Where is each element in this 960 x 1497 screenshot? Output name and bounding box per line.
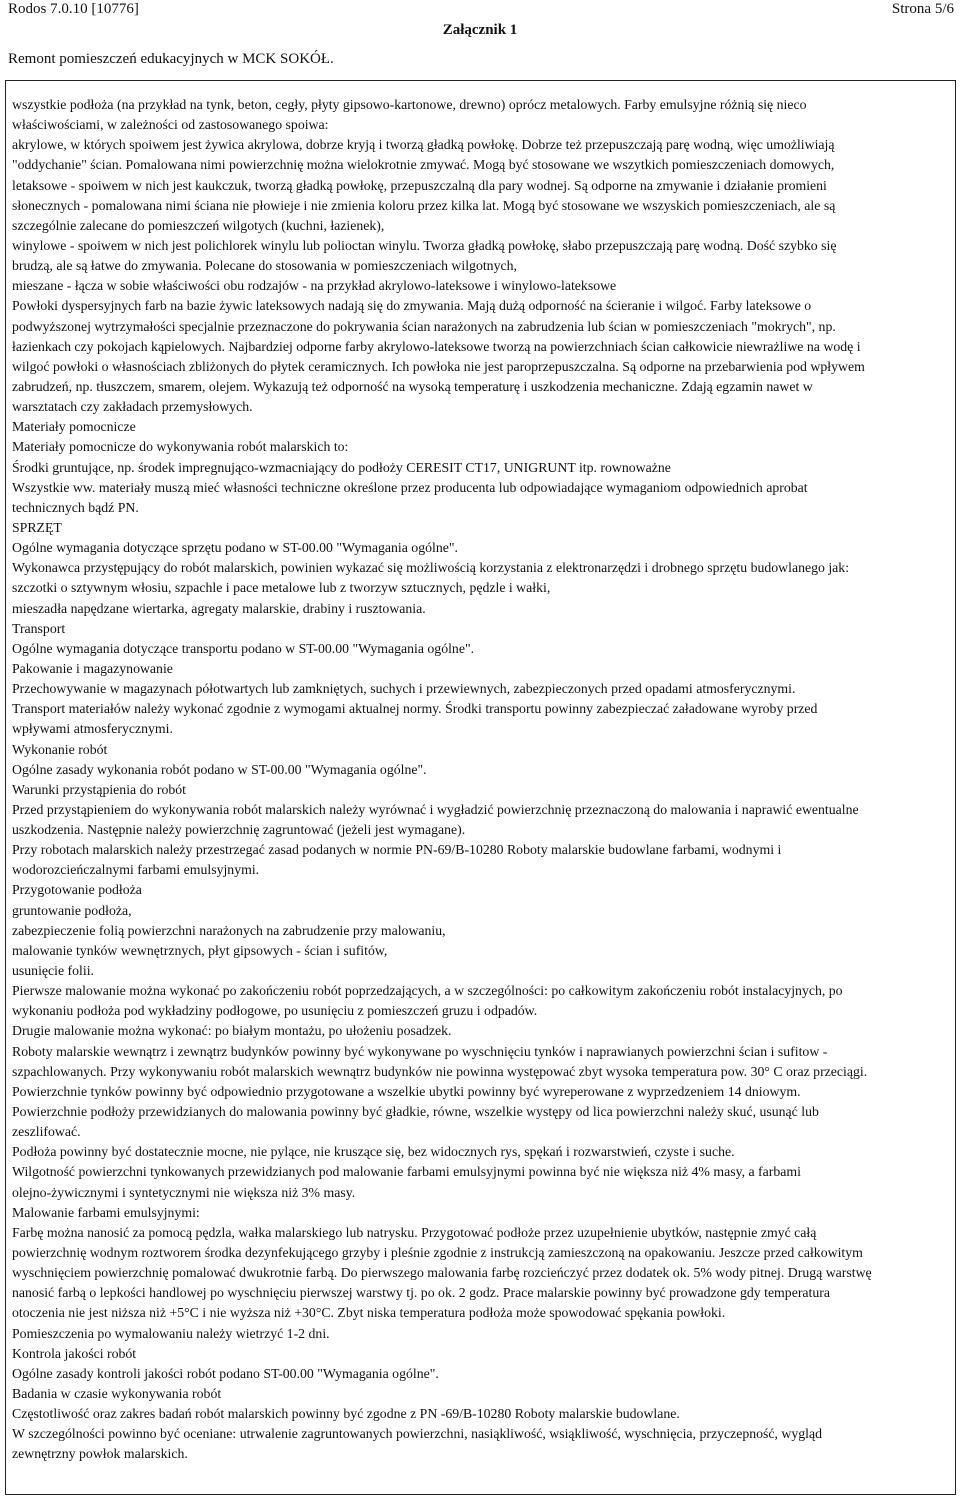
text-line: szczotki o sztywnym włosiu, szpachle i pace metalowe lub z tworzyw sztucznych, pędzle i wałki, [12,580,551,596]
text-line: wilgoć powłoki o własnościach zbliżonych do płytek ceramicznych. Ich powłoka nie jest paroprzepuszczalna. Są odporne na przebarwienia pod wpływem [12,358,865,374]
text-line: Materiały pomocnicze do wykonywania robót malarskich to: [12,439,349,455]
text-line: Kontrola jakości robót [12,1345,137,1361]
text-line: malowanie tynków wewnętrznych, płyt gipsowych - ścian i sufitów, [12,942,388,958]
text-line: Drugie malowanie można wykonać: po białym montażu, po ułożeniu posadzek. [12,1023,452,1039]
text-line: Środki gruntujące, np. środek impregnująco-wzmacniający do podłoży CERESIT CT17, UNIGRUNT itp. rownoważne [12,459,671,475]
text-line: Materiały pomocnicze [12,419,136,435]
text-line: mieszane - łącza w sobie właściwości obu rodzajów - na przykład akrylowo-lateksowe i winylowo-lateksowe [12,278,617,294]
page-number: Strona 5/6 [891,1,954,17]
text-line: Powierzchnie podłoży przewidzianych do malowania powinny być gładkie, równe, wszelkie występy od lica powierzchni należy skuć, usunąć lub [12,1104,819,1120]
text-line: Przy robotach malarskich należy przestrzegać zasad podanych w normie PN-69/B-10280 Roboty malarskie budowlane farbami, wodnymi i [12,842,782,858]
text-line: Ogólne zasady kontroli jakości robót podano ST-00.00 "Wymagania ogólne". [12,1365,439,1381]
text-line: właściwościami, w zależności od zastosowanego spoiwa: [12,117,329,133]
text-line: zewnętrzny powłok malarskich. [12,1446,188,1462]
text-line: wodorozcieńczalnymi farbami emulsyjnymi. [12,862,260,878]
text-line: winylowe - spoiwem w nich jest polichlorek winylu lub polioctan winylu. Tworza gładką powłokę, słabo przepuszczają parę wodną. Dość szybko się [12,237,837,253]
text-line: Przed przystąpieniem do wykonywania robót malarskich należy wyrównać i wygładzić powierzchnię przeznaczoną do malowania i naprawić ewentualne [12,801,859,817]
page-header [0,0,960,80]
text-line: technicznych bądź PN. [12,499,139,515]
text-line: Podłoża powinny być dostatecznie mocne, nie pylące, nie kruszące się, bez widocznych rys, spękań i rozwarstwień, czyste i suche. [12,1144,735,1160]
text-line: usunięcie folii. [12,963,94,979]
text-line: wyschnięciem powierzchnię pomalować dwukrotnie farbą. Do pierwszego malowania farbę rozcieńczyć przez dodatek ok. 5% wody pitnej. Drugą warstwę [12,1265,872,1281]
text-line: wpływami atmosferycznymi. [12,721,173,737]
project-title: Remont pomieszczeń edukacyjnych w MCK SOKÓŁ. [8,51,334,67]
text-line: Wykonawca przystępujący do robót malarskich, powinien wykazać się możliwością korzystania z elektronarzędzi i drobnego sprzętu budowlanego jak: [12,560,850,576]
text-line: Ogólne wymagania dotyczące sprzętu podano w ST-00.00 "Wymagania ogólne". [12,540,458,556]
text-line: wszystkie podłoża (na przykład na tynk, beton, cegły, płyty gipsowo-kartonowe, drewno) oprócz metalowych. Farby emulsyjne różnią się nieco [12,97,807,112]
text-line: letaksowe - spoiwem w nich jest kaukczuk, tworzą gładką powłokę, przepuszczalną dla pary wodnej. Są odporne na zmywanie i działanie promieni [12,177,827,193]
text-line: brudzą, ale są łatwe do zmywania. Polecane do stosowania w pomieszczeniach wilgotnych, [12,258,517,274]
text-line: mieszadła napędzane wiertarka, agregaty malarskie, drabiny i rusztowania. [12,600,426,616]
text-line: Częstotliwość oraz zakres badań robót malarskich powinny być zgodne z PN -69/B-10280 Roboty malarskie budowlane. [12,1406,680,1422]
text-line: zeszlifować. [12,1124,81,1140]
text-line: uszkodzenia. Następnie należy powierzchnię zagruntować (jeżeli jest wymagane). [12,822,466,838]
text-line: Transport [12,620,66,636]
text-line: Wilgotność powierzchni tynkowanych przewidzianych pod malowanie farbami emulsyjnymi powinna być nie większa niż 4% masy, a farbami [12,1164,801,1180]
text-line: Pakowanie i magazynowanie [12,660,173,676]
text-line: Wszystkie ww. materiały muszą mieć własności techniczne określone przez producenta lub odpowiadające wymaganiom odpowiednich aprobat [12,479,808,495]
text-line: akrylowe, w których spoiwem jest żywica akrylowa, dobrze kryją i tworzą gładką powłokę. Dobrze też przepuszczają parę wodną, więc umożliwiają [12,137,835,153]
text-line: podwyższonej wytrzymałości specjalnie przeznaczone do pokrywania ścian narażonych na zabrudzenia lub ścian w pomieszczeniach "mokrych", np. [12,318,836,334]
app-title: Rodos 7.0.10 [10776] [8,1,139,17]
text-line: Ogólne zasady wykonania robót podano w ST-00.00 "Wymagania ogólne". [12,761,427,777]
text-line: Roboty malarskie wewnątrz i zewnątrz budynków powinny być wykonywane po wyschnięciu tynków i naprawianych powierzchni ścian i sufitow - [12,1043,828,1059]
text-line: Pomieszczenia po wymalowaniu należy wietrzyć 1-2 dni. [12,1325,330,1341]
text-line: Pierwsze malowanie można wykonać po zakończeniu robót poprzedzających, a w szczególności: po całkowitym zakończeniu robót instalacyjnych, po [12,983,843,999]
text-line: nanosić farbą o lepkości handlowej po wyschnięciu pierwszej warstwy tj. po ok. 2 godz. Prace malarskie powinny być prowadzone gdy temperatura [12,1285,830,1301]
text-line: Przechowywanie w magazynach półotwartych lub zamkniętych, suchych i przewiewnych, zabezpieczonych przed opadami atmosferycznymi. [12,681,796,697]
text-line: Ogólne wymagania dotyczące transportu podano w ST-00.00 "Wymagania ogólne". [12,640,475,656]
text-line: zabrudzeń, np. tłuszczem, smarem, olejem. Wykazują też odporność na wysoką temperaturę i uszkodzenia mechaniczne. Zdają egzamin nawet w [12,378,813,394]
text-line: warsztatach czy zakładach przemysłowych. [12,399,253,415]
text-line: szpachlowanych. Przy wykonywaniu robót malarskich wewnątrz budynków nie powinna występować zbyt wysoka temperatura pow. 30° C oraz przeciągi. [12,1063,868,1079]
text-line: Powłoki dyspersyjnych farb na bazie żywic lateksowych nadają się do zmywania. Mają dużą odporność na ścieranie i wilgoć. Farby lateksowe o [12,298,812,314]
text-line: szczególnie zalecane do pomieszczeń wilgotych (kuchni, łazienek), [12,217,385,233]
text-line: słonecznych - pomalowana nimi ściana nie płowieje i nie zmienia koloru przez kilka lat. Mogą być stosowane we wszyskich pomieszczeniach, ale są [12,197,836,213]
document-body [12,95,947,1465]
text-line: Powierzchnie tynków powinny być odpowiednio przygotowane a wszelkie ubytki powinny być wyreperowane z wyprzedzeniem 14 dniowym. [12,1083,801,1099]
text-line: W szczególności powinno być oceniane: utrwalenie zagruntowanych powierzchni, nasiąkliwość, wsiąkliwość, wyschnięcia, przyczepność, wygląd [12,1426,823,1442]
text-line: otoczenia nie jest niższa niż +5°C i nie wyższa niż +30°C. Zbyt niska temperatura podłoża może spowodować spękania powłoki. [12,1305,726,1321]
text-line: SPRZĘT [12,519,62,535]
text-line: Malowanie farbami emulsyjnymi: [12,1204,200,1220]
text-line: powierzchnię wodnym roztworem środka dezynfekującego grzyby i pleśnie zgodnie z instrukcją zamieszczoną na opakowaniu. Jeszcze przed całkowitym [12,1245,863,1261]
text-line: Przygotowanie podłoża [12,882,142,898]
text-line: Farbę można nanosić za pomocą pędzla, wałka malarskiego lub natrysku. Przygotować podłoże przez uzupełnienie ubytków, następnie zmyć całą [12,1224,817,1240]
text-line: Badania w czasie wykonywania robót [12,1386,222,1401]
text-line: gruntowanie podłoża, [12,902,132,918]
text-line: "oddychanie" ścian. Pomalowana nimi powierzchnię można wielokrotnie zmywać. Mogą być stosowane we wszytkich pomieszczeniach domowych, [12,157,835,173]
text-line: Warunki przystąpienia do robót [12,781,186,797]
text-line: łazienkach czy pokojach kąpielowych. Najbardziej odporne farby akrylowo-lateksowe tworzą na powierzchniach ścian całkowicie niewrażliwe na wodę i [12,338,861,354]
attachment-title: Załącznik 1 [442,22,518,38]
text-line: Wykonanie robót [12,741,108,757]
text-line: Transport materiałów należy wykonać zgodnie z wymogami aktualnej normy. Środki transportu powinny zabezpieczać załadowane wyroby przed [12,701,818,717]
text-line: zabezpieczenie folią powierzchni narażonych na zabrudzenie przy malowaniu, [12,922,446,938]
text-line: olejno-żywicznymi i syntetycznymi nie większa niż 3% masy. [12,1184,356,1200]
text-line: wykonaniu podłoża pod wykładziny podłogowe, po usunięciu z pomieszczeń gruzu i odpadów. [12,1003,538,1019]
